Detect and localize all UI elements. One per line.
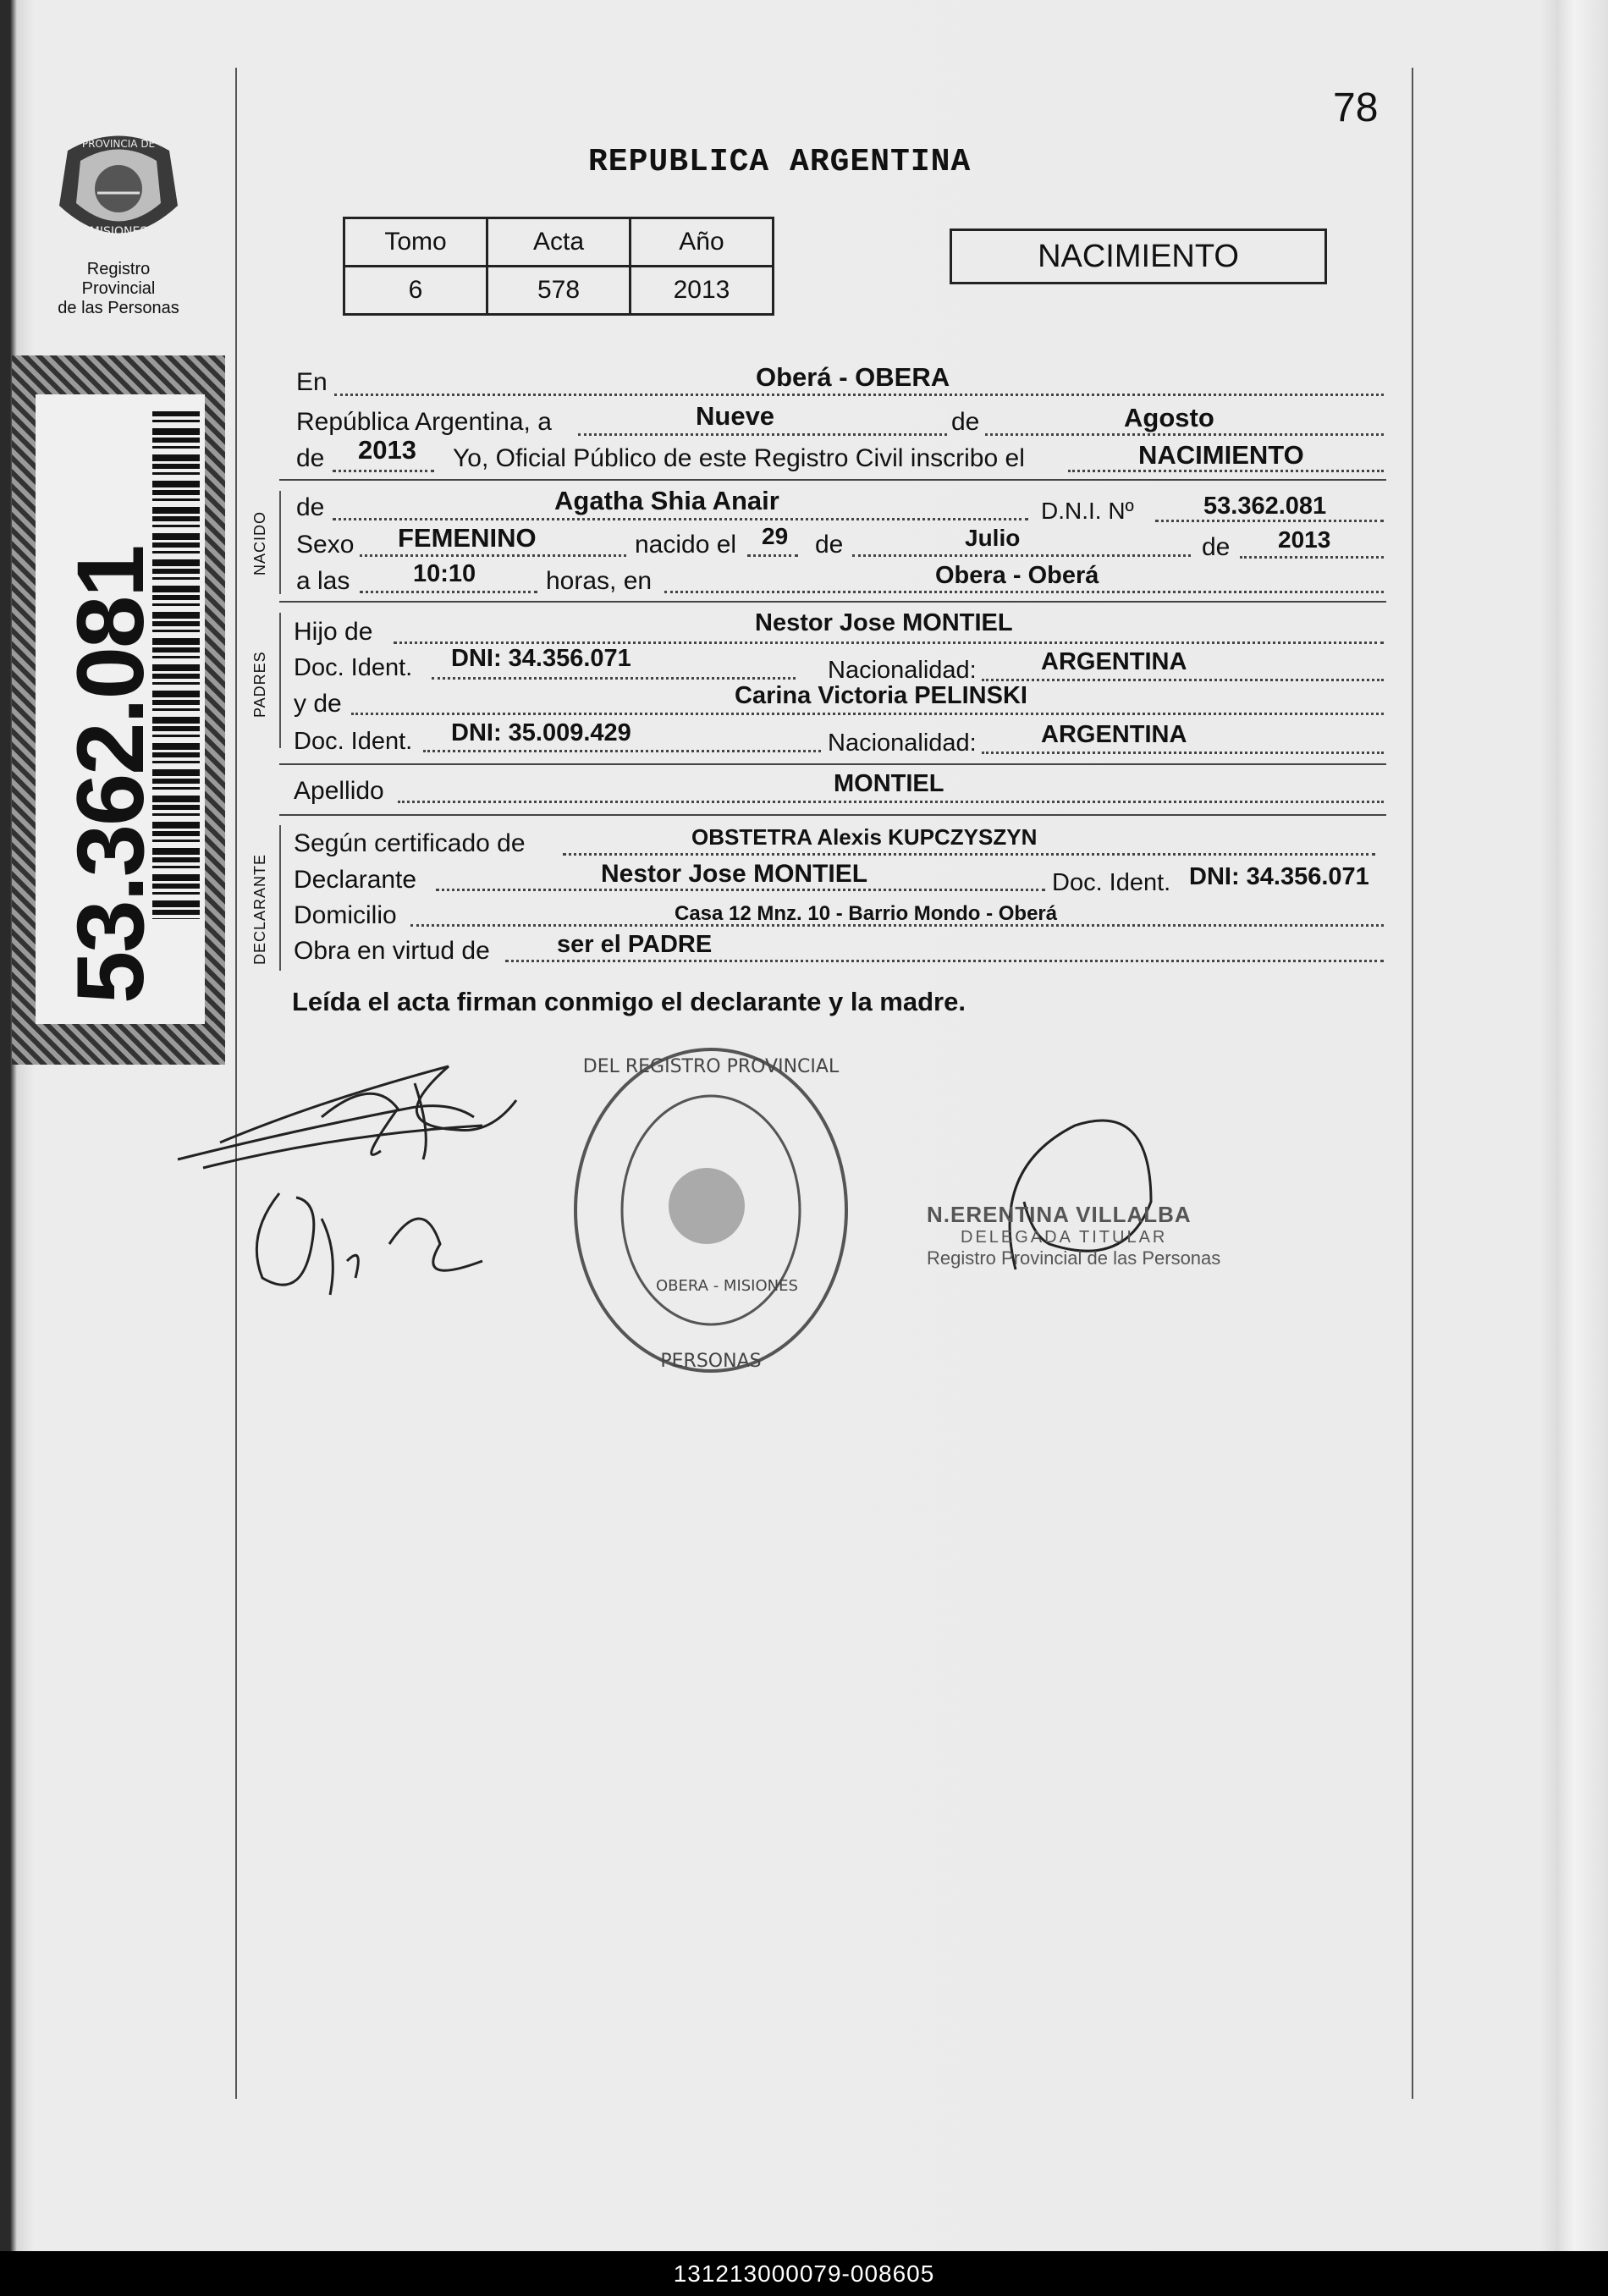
ref-value-tomo: 6 [344, 267, 487, 315]
day-word-value: Nueve [696, 401, 775, 431]
month-value: Agosto [1124, 403, 1214, 432]
barcode-number: 53.362.081 [58, 546, 163, 1004]
registry-logo-line2: de las Personas [58, 299, 179, 317]
right-frame-line [1412, 68, 1413, 2099]
obra-label: Obra en virtud de [294, 937, 490, 965]
inscribe-value: NACIMIENTO [1138, 440, 1304, 470]
declarante-value: Nestor Jose MONTIEL [601, 860, 868, 888]
official-stamp-icon [563, 1037, 859, 1384]
ref-value-ano: 2013 [631, 267, 774, 315]
nacido-de-label: de [296, 493, 325, 521]
birth-place-value: Obera - Oberá [935, 562, 1099, 589]
sexo-value: FEMENINO [398, 523, 537, 553]
de-label: de [948, 408, 983, 437]
time-value: 10:10 [413, 560, 476, 587]
declarante-dotline [436, 889, 1045, 891]
year-value: 2013 [358, 435, 416, 465]
declarante-section-label: DECLARANTE [251, 853, 268, 965]
signature-left-icon [169, 1049, 542, 1329]
father-nat-value: ARGENTINA [1041, 648, 1187, 675]
de2-label: de [296, 444, 325, 472]
de2-dotline [333, 470, 434, 472]
birth-place-dotline [664, 591, 1384, 593]
domicilio-value: Casa 12 Mnz. 10 - Barrio Mondo - Oberá [675, 902, 1058, 925]
declarante-doc-label: Doc. Ident. [1052, 869, 1171, 896]
republica-label: República Argentina, a [296, 408, 552, 436]
birth-year-value: 2013 [1278, 526, 1331, 553]
alas-label: a las [296, 567, 350, 595]
birth-day-dotline [747, 554, 798, 557]
officer-office: Registro Provincial de las Personas [927, 1247, 1221, 1269]
mother-doc-label: Doc. Ident. [294, 728, 413, 755]
child-dni-value: 53.362.081 [1203, 493, 1327, 520]
domicilio-label: Domicilio [294, 901, 397, 929]
officer-name: N.ERENTINA VILLALBA [927, 1202, 1192, 1227]
apellido-value: MONTIEL [834, 770, 944, 797]
father-value: Nestor Jose MONTIEL [755, 609, 1013, 636]
apellido-label: Apellido [294, 777, 384, 805]
nacido-bracket [279, 491, 281, 594]
segun-label: Según certificado de [294, 829, 526, 857]
birth-day-value: 29 [762, 523, 789, 549]
nacido-el-label: nacido el [635, 531, 737, 559]
padres-bracket [279, 613, 281, 748]
birth-year-dotline [1240, 556, 1384, 559]
ref-value-acta: 578 [487, 267, 631, 315]
registry-logo [51, 125, 186, 317]
barcode-label [36, 394, 205, 1024]
dni-label: D.N.I. Nº [1041, 498, 1134, 524]
mother-dotline [351, 713, 1384, 715]
province-seal-icon [51, 125, 186, 252]
ref-header-ano: Año [631, 218, 774, 267]
ref-header-acta: Acta [487, 218, 631, 267]
mother-doc-value: DNI: 35.009.429 [451, 719, 631, 746]
hijo-label: Hijo de [294, 618, 373, 646]
father-dotline [394, 641, 1384, 644]
mother-value: Carina Victoria PELINSKI [735, 682, 1027, 709]
apellido-separator [279, 814, 1386, 816]
country-title: REPUBLICA ARGENTINA [588, 144, 972, 180]
obra-value: ser el PADRE [557, 931, 713, 958]
time-dotline [360, 591, 537, 593]
place-value: Oberá - OBERA [756, 362, 950, 392]
yo-label: Yo, Oficial Público de este Registro Civil inscribo el [453, 444, 1025, 472]
birth-month-dotline [852, 554, 1191, 557]
segun-dotline [563, 853, 1375, 856]
mother-doc-dotline [423, 750, 821, 752]
mother-nat-value: ARGENTINA [1041, 721, 1187, 748]
father-doc-label: Doc. Ident. [294, 654, 413, 681]
svg-text:OBERA - MISIONES: OBERA - MISIONES [656, 1277, 798, 1295]
svg-text:MISIONES: MISIONES [89, 225, 148, 239]
declarante-bracket [279, 825, 281, 971]
father-nat-dotline [982, 679, 1384, 681]
registry-logo-line1: Registro Provincial [81, 260, 156, 298]
svg-text:PERSONAS: PERSONAS [660, 1351, 762, 1372]
horas-label: horas, en [546, 567, 653, 595]
mother-nat-dotline [982, 752, 1384, 754]
reference-table [343, 217, 774, 316]
sexo-label: Sexo [296, 531, 355, 559]
padres-separator [279, 763, 1386, 765]
nacido-separator [279, 601, 1386, 603]
intro-separator [279, 479, 1386, 481]
closing-statement: Leída el acta firman conmigo el declarante y la madre. [292, 987, 966, 1016]
officer-block [927, 1202, 1220, 1269]
obra-dotline [505, 960, 1384, 962]
officer-role: DELEGADA TITULAR [961, 1228, 1168, 1247]
mother-nat-label: Nacionalidad: [828, 730, 977, 757]
page-number: 78 [1333, 85, 1379, 130]
svg-text:PROVINCIA DE: PROVINCIA DE [81, 138, 156, 150]
certificado-value: OBSTETRA Alexis KUPCZYSZYN [691, 824, 1038, 850]
father-doc-value: DNI: 34.356.071 [451, 645, 631, 672]
birth-month-value: Julio [965, 525, 1021, 551]
footer-id: 131213000079-008605 [0, 2251, 1608, 2296]
declarante-label: Declarante [294, 866, 417, 894]
padres-section-label: PADRES [251, 651, 268, 718]
sexo-dotline [360, 554, 626, 557]
child-name-value: Agatha Shia Anair [554, 486, 779, 515]
en-label: En [296, 368, 328, 396]
father-nat-label: Nacionalidad: [828, 657, 977, 684]
yde-label: y de [294, 690, 342, 718]
apellido-dotline [398, 801, 1384, 803]
en-dotline [334, 394, 1384, 396]
nacido-de3-label: de [1202, 533, 1231, 561]
act-type-box: NACIMIENTO [950, 228, 1327, 284]
nacido-de2-label: de [815, 531, 844, 559]
barcode-panel [12, 355, 225, 1065]
father-doc-dotline [432, 677, 796, 680]
name-dotline [333, 518, 1028, 520]
ref-header-tomo: Tomo [344, 218, 487, 267]
declarante-doc-value: DNI: 34.356.071 [1189, 863, 1369, 890]
svg-text:DEL REGISTRO PROVINCIAL: DEL REGISTRO PROVINCIAL [582, 1056, 840, 1077]
nacido-section-label: NACIDO [251, 510, 268, 575]
